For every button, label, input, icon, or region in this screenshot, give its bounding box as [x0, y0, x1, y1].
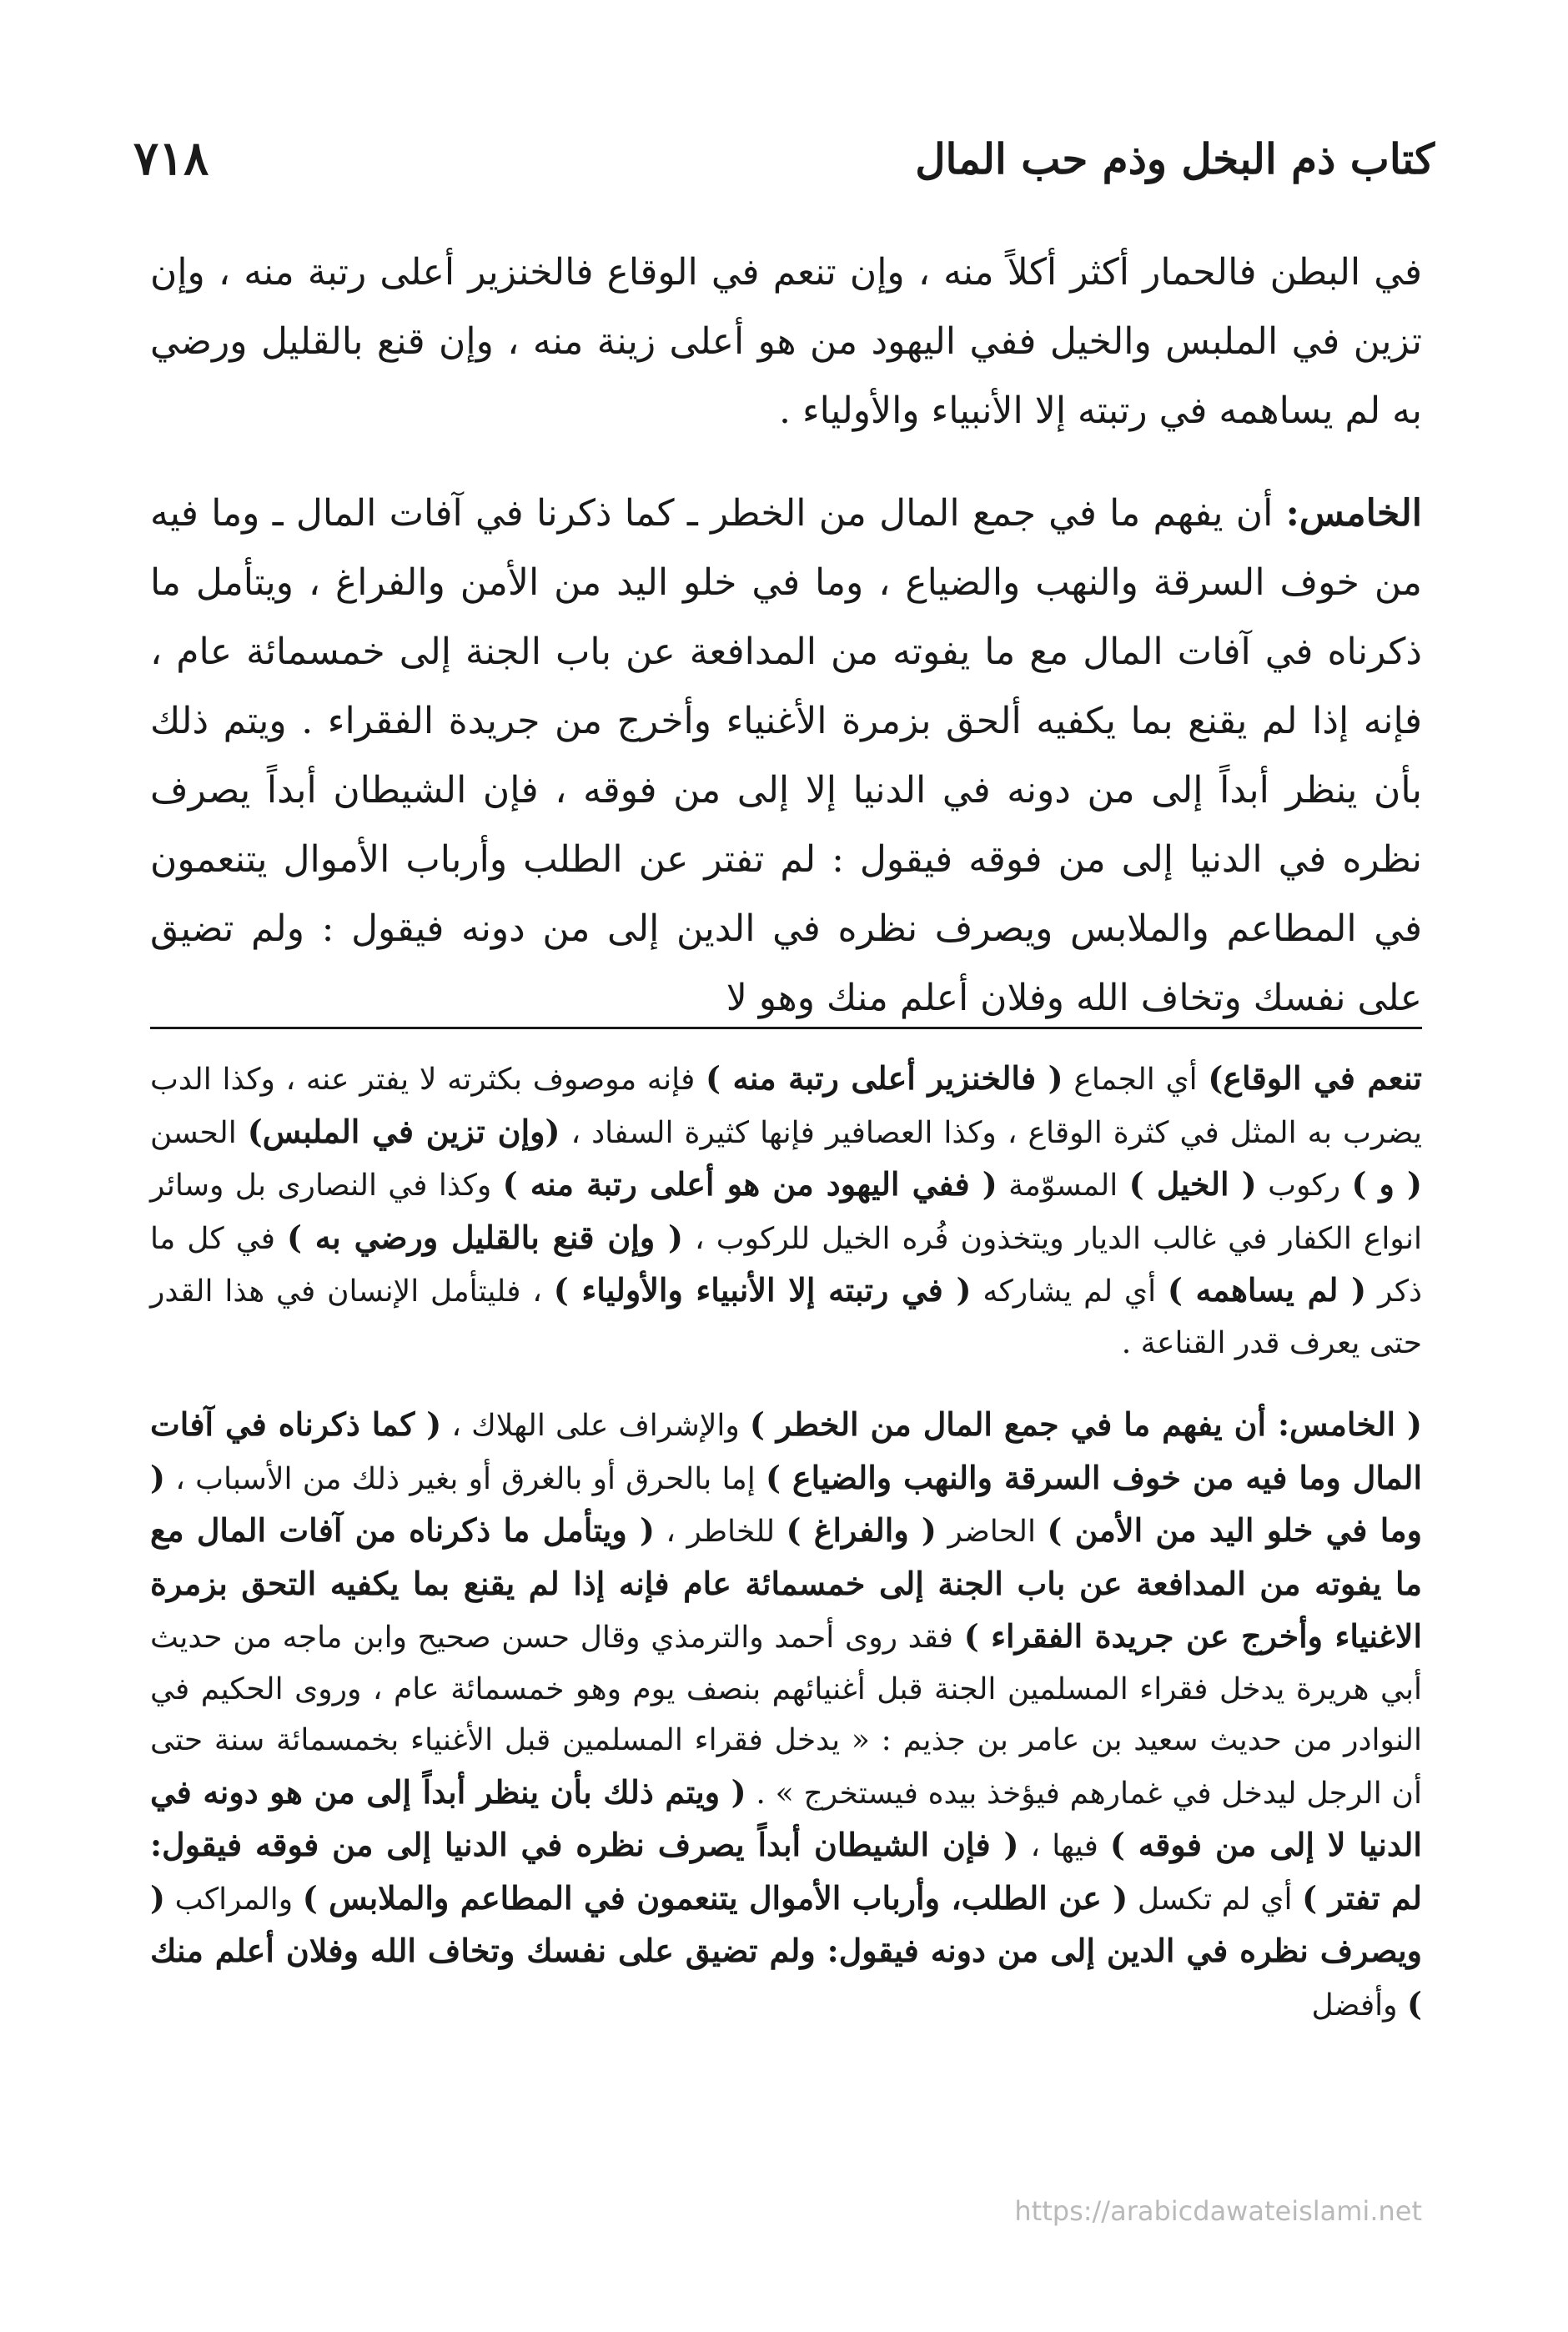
watermark-url: https://arabicdawateislami.net: [1014, 2195, 1422, 2227]
quoted-matn: ( ويصرف نظره في الدين إلى من دونه فيقول: ولم تضيق على نفسك وتخاف الله وفلان أعلم منك ): [150, 1878, 1422, 2023]
commentary-text: إما بالحرق أو بالغرق أو بغير ذلك من الأسباب ،: [164, 1461, 766, 1496]
commentary-text: والمراكب: [164, 1882, 303, 1917]
section-heading: الخامس:: [1285, 492, 1423, 535]
commentary-paragraph: [150, 1399, 1422, 2031]
commentary-text: في كل ما ذكر: [150, 1221, 1422, 1309]
main-text: [150, 238, 1422, 1061]
commentary-text: ركوب: [1256, 1169, 1352, 1203]
commentary-text: فيها ،: [1018, 1829, 1110, 1863]
paragraph-text: أن يفهم ما في جمع المال من الخطر ـ كما ذكرنا في آفات المال ـ وما فيه من خوف السرقة والنهب والضياع ، وما في خلو اليد من الأمن والفراغ ، ويتأمل ما ذكرناه في آفات المال مع ما يفوته من المدافعة عن باب الجنة إلى خمسمائة عام ، فإنه إذا لم يقنع بما يكفيه ألحق بزمرة الأغنياء وأخرج من جريدة الفقراء . ويتم ذلك بأن ينظر أبداً إلى من دونه في الدنيا إلا إلى من فوقه ، فإن الشيطان أبداً يصرف نظره في الدنيا إلى من فوقه فيقول : لم تفتر عن الطلب وأرباب الأموال يتنعمون في المطاعم والملابس ويصرف نظره في الدين إلى من دونه فيقول : ولم تضيق على نفسك وتخاف الله وفلان أعلم منك وهو لا: [150, 492, 1422, 1019]
commentary-text: ، فليتأمل الإنسان في هذا القدر حتى يعرف قدر القناعة .: [150, 1274, 1422, 1360]
quoted-matn: ( ففي اليهود من هو أعلى رتبة منه ): [502, 1165, 998, 1203]
quoted-matn: ( لم يساهمه ): [1167, 1271, 1367, 1309]
quoted-matn: ( ويتم ذلك بأن ينظر أبداً إلى من هو دونه في الدنيا لا إلى من فوقه ): [150, 1772, 1422, 1863]
quoted-matn: ( و ): [1351, 1165, 1423, 1203]
commentary-text: فإنه موصوف بكثرته لا يفتر عنه ، وكذا الدب يضرب به المثل في كثرة الوقاع ، وكذا العصافير فإنها كثيرة السفاد ،: [150, 1063, 1423, 1150]
quoted-matn: (وإن تزين في الملبس): [247, 1112, 560, 1150]
commentary-text: والإشراف على الهلاك ،: [441, 1409, 750, 1443]
quoted-matn: ( فإن الشيطان أبداً يصرف نظره في الدنيا إلى من فوقه فيقول: لم تفتر ): [150, 1826, 1422, 1917]
page-header: [133, 125, 1435, 192]
quoted-matn: ( الخامس: أن يفهم ما في جمع المال من الخطر ): [749, 1405, 1422, 1443]
commentary-text: أي لم يشاركه: [971, 1274, 1168, 1309]
commentary-paragraph: [150, 1053, 1422, 1369]
quoted-matn: ( كما ذكرناه في آفات المال وما فيه من خوف السرقة والنهب والضياع ): [150, 1405, 1422, 1496]
commentary-text: وأفضل: [1311, 1988, 1408, 2023]
quoted-matn: ( فالخنزير أعلى رتبة منه ): [706, 1059, 1063, 1097]
quoted-matn: ( ويتأمل ما ذكرناه من آفات المال مع ما يفوته من المدافعة عن باب الجنة إلى خمسمائة عام فإنه إذا لم يقنع بما يكفيه التحق بزمرة الاغنياء وأخرج عن جريدة الفقراء ): [150, 1511, 1422, 1655]
page-number: ٧١٨: [133, 131, 209, 186]
commentary-text: فقد روى أحمد والترمذي وقال حسن صحيح وابن ماجه من حديث أبي هريرة يدخل فقراء المسلمين الجنة قبل أغنيائهم بنصف يوم وهو خمسمائة عام ، وروى الحكيم في النوادر من حديث سعيد بن عامر بن جذيم : « يدخل فقراء المسلمين قبل الأغنياء بخمسمائة سنة حتى أن الرجل ليدخل في غمارهم فيؤخذ بيده فيستخرج » .: [150, 1621, 1422, 1811]
footnote-divider: [150, 1027, 1422, 1029]
quoted-matn: ( وما في خلو اليد من الأمن ): [150, 1458, 1422, 1549]
quoted-matn: ( في رتبته إلا الأنبياء والأولياء ): [553, 1271, 972, 1309]
commentary-text: للخاطر ،: [654, 1515, 787, 1549]
running-title: كتاب ذم البخل وذم حب المال: [915, 133, 1435, 183]
commentary-text: الحاضر: [936, 1515, 1048, 1549]
main-paragraph: [150, 479, 1422, 1033]
commentary-text: أي الجماع: [1063, 1063, 1209, 1097]
quoted-matn: ( عن الطلب، وأرباب الأموال يتنعمون في المطاعم والملابس ): [302, 1878, 1128, 1917]
commentary-text: المسوّمة: [997, 1169, 1129, 1203]
commentary-text: أي لم تكسل: [1128, 1882, 1303, 1917]
commentary-text: الحسن: [150, 1115, 248, 1150]
quoted-matn: ( الخيل ): [1128, 1165, 1257, 1203]
commentary-text: وكذا في النصارى بل وسائر انواع الكفار في غالب الديار ويتخذون فُره الخيل للركوب ،: [150, 1169, 1422, 1256]
quoted-matn: ( وإن قنع بالقليل ورضي به ): [287, 1218, 683, 1256]
commentary: [150, 1053, 1422, 2061]
quoted-matn: تنعم في الوقاع): [1208, 1059, 1423, 1097]
quoted-matn: ( والفراغ ): [786, 1511, 937, 1549]
main-paragraph: في البطن فالحمار أكثر أكلاً منه ، وإن تنعم في الوقاع فالخنزير أعلى رتبة منه ، وإن تزين في الملبس والخيل ففي اليهود من هو أعلى زينة منه ، وإن قنع بالقليل ورضي به لم يساهمه في رتبته إلا الأنبياء والأولياء .: [150, 251, 1422, 432]
